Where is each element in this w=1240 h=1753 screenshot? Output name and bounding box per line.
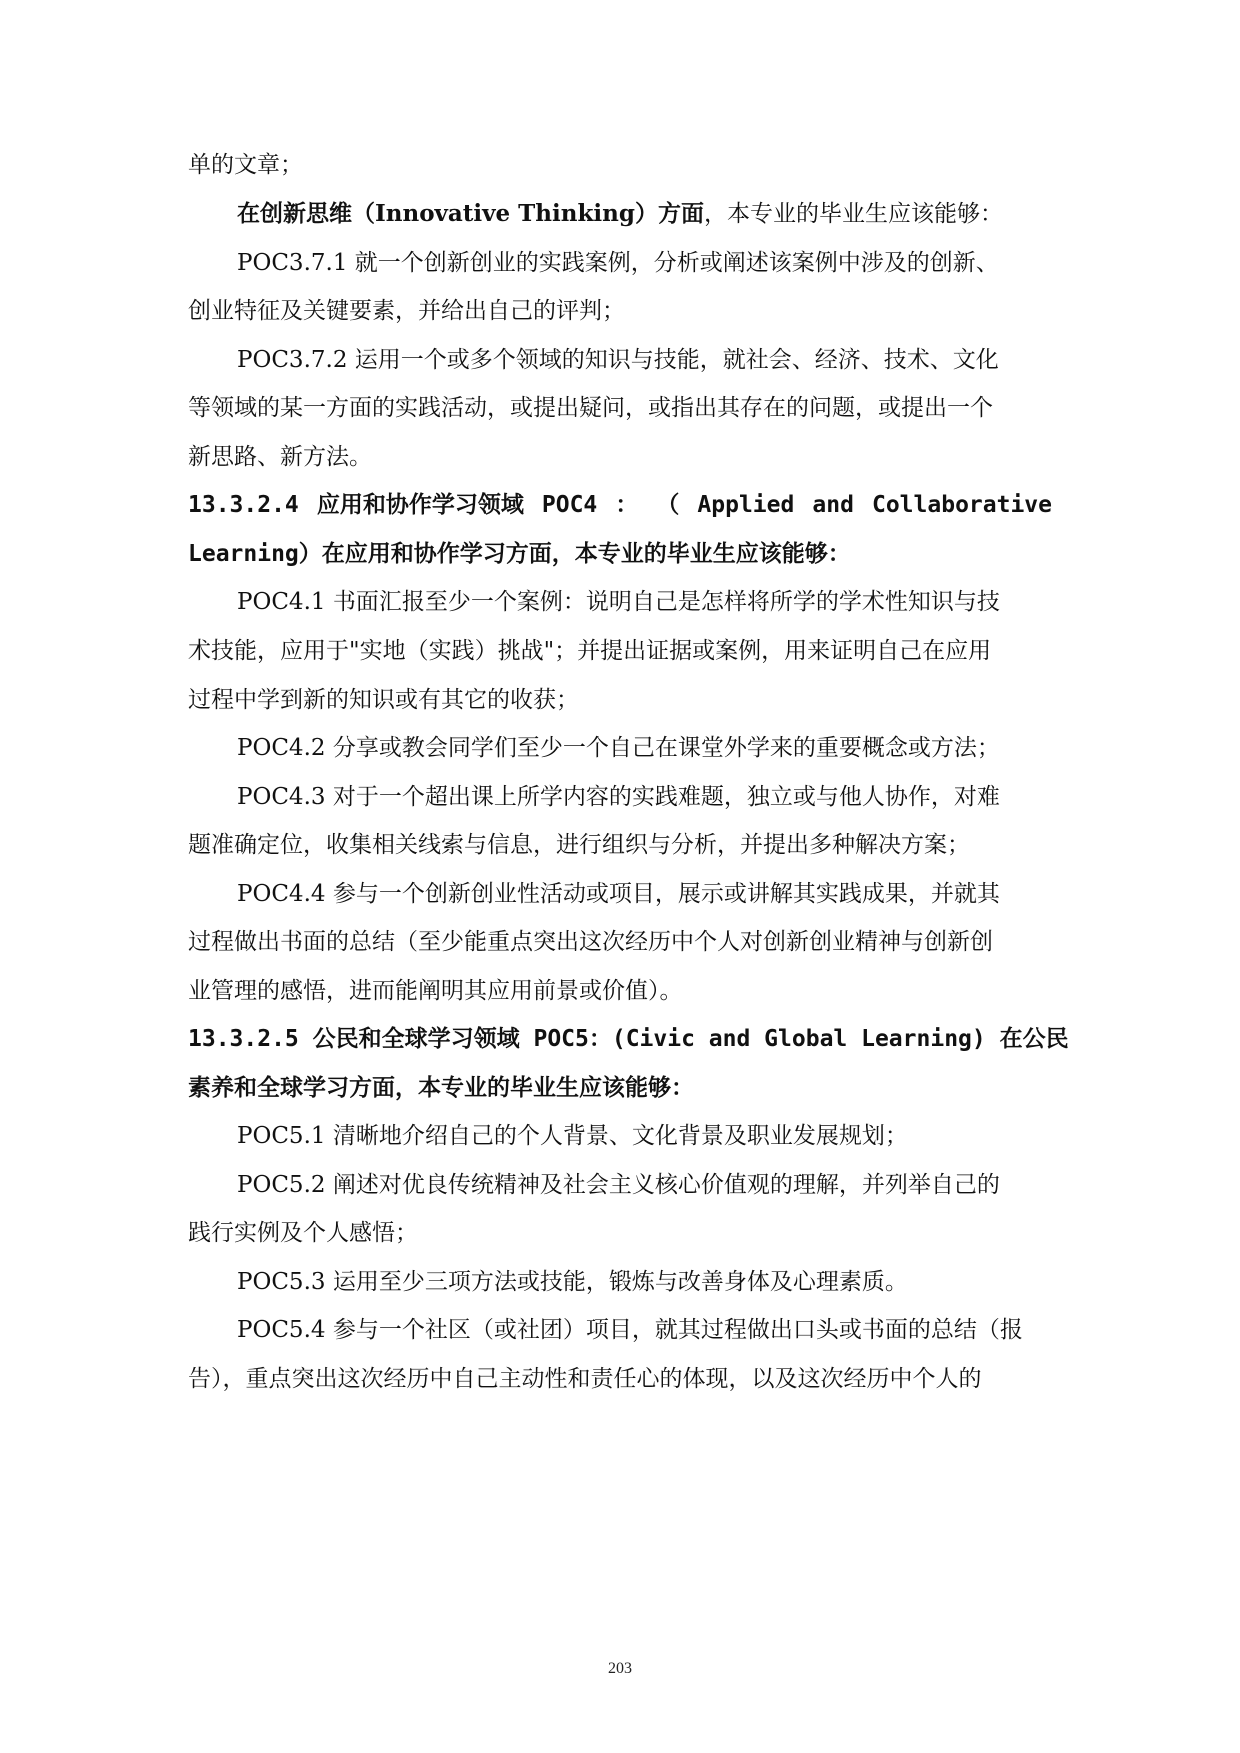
poc42-line: POC4.2 分享或教会同学们至少一个自己在课堂外学来的重要概念或方法； (237, 735, 1000, 761)
section-heading-13-3-2-4-line-2: Learning）在应用和协作学习方面，本专业的毕业生应该能够： (188, 541, 851, 567)
poc41-line-2: 术技能，应用于"实地（实践）挑战"；并提出证据或案例，用来证明自己在应用 (188, 638, 992, 664)
poc43-line-2: 题准确定位，收集相关线索与信息，进行组织与分析，并提出多种解决方案； (188, 832, 970, 858)
poc41-line-3: 过程中学到新的知识或有其它的收获； (188, 687, 579, 713)
text-line: 单的文章； (188, 152, 303, 178)
section-heading-13-3-2-4 (188, 490, 1052, 520)
poc52-line-1: POC5.2 阐述对优良传统精神及社会主义核心价值观的理解，并列举自己的 (237, 1172, 1000, 1198)
poc44-line-3: 业管理的感悟，进而能阐明其应用前景或价值）。 (188, 978, 683, 1004)
page-number: 203 (608, 1660, 632, 1677)
poc372-line-3: 新思路、新方法。 (188, 444, 372, 470)
heading-part: Applied (697, 492, 795, 518)
poc372-line-1: POC3.7.2 运用一个或多个领域的知识与技能，就社会、经济、技术、文化 (237, 347, 999, 373)
heading-part: Collaborative (871, 492, 1052, 518)
heading-part: 应用和协作学习领域 (316, 492, 524, 518)
poc371-line-2: 创业特征及关键要素，并给出自己的评判； (188, 298, 625, 324)
poc44-line-2: 过程做出书面的总结（至少能重点突出这次经历中个人对创新创业精神与创新创 (188, 929, 993, 955)
poc53-line: POC5.3 运用至少三项方法或技能，锻炼与改善身体及心理素质。 (237, 1269, 908, 1295)
innovative-thinking-tail: ，本专业的毕业生应该能够： (703, 201, 1003, 227)
innovative-thinking-heading: 在创新思维（Innovative Thinking）方面 (237, 200, 704, 227)
heading-part: POC4 (541, 492, 598, 518)
heading-part: ： (615, 492, 639, 518)
poc372-line-2: 等领域的某一方面的实践活动，或提出疑问，或指出其存在的问题，或提出一个 (188, 395, 993, 421)
poc51-line: POC5.1 清晰地介绍自己的个人背景、文化背景及职业发展规划； (237, 1123, 908, 1149)
poc41-line-1: POC4.1 书面汇报至少一个案例：说明自己是怎样将所学的学术性知识与技 (237, 589, 1000, 615)
section-heading-13-3-2-5: 13.3.2.5 公民和全球学习领域 POC5：(Civic and Global Learning) 在公民 (188, 1026, 1069, 1052)
heading-part: 13.3.2.4 (188, 492, 299, 518)
section-heading-13-3-2-5-line-2: 素养和全球学习方面，本专业的毕业生应该能够： (188, 1075, 694, 1101)
poc52-line-2: 践行实例及个人感悟； (188, 1220, 418, 1246)
poc54-line-1: POC5.4 参与一个社区（或社团）项目，就其过程做出口头或书面的总结（报 (237, 1317, 1023, 1343)
poc54-line-2: 告），重点突出这次经历中自己主动性和责任心的体现，以及这次经历中个人的 (188, 1366, 982, 1392)
heading-part: and (812, 492, 854, 518)
heading-part: （ (656, 492, 680, 518)
poc44-line-1: POC4.4 参与一个创新创业性活动或项目，展示或讲解其实践成果，并就其 (237, 881, 1000, 907)
poc371-line-1: POC3.7.1 就一个创新创业的实践案例，分析或阐述该案例中涉及的创新、 (237, 250, 999, 276)
poc43-line-1: POC4.3 对于一个超出课上所学内容的实践难题，独立或与他人协作，对难 (237, 784, 1000, 810)
innovative-thinking-paragraph (237, 199, 1240, 229)
